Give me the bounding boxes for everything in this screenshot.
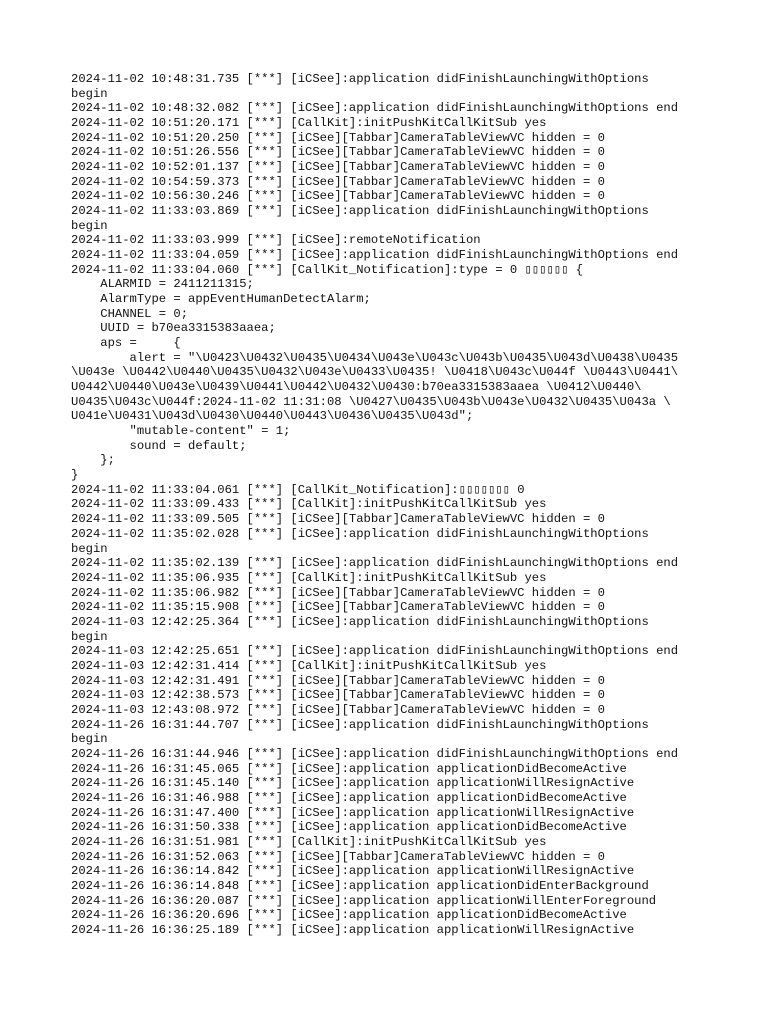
log-line: 2024-11-26 16:31:44.707 [***] [iCSee]:application didFinishLaunchingWithOptions	[71, 717, 649, 732]
log-line: };	[71, 453, 115, 468]
log-line: 2024-11-26 16:36:20.087 [***] [iCSee]:application applicationWillEnterForeground	[71, 893, 657, 908]
log-line: 2024-11-02 11:33:03.869 [***] [iCSee]:application didFinishLaunchingWithOptions	[71, 204, 649, 219]
log-line: 2024-11-02 11:35:02.139 [***] [iCSee]:application didFinishLaunchingWithOptions end	[71, 556, 679, 571]
log-line: 2024-11-26 16:36:20.696 [***] [iCSee]:application applicationDidBecomeActive	[71, 908, 627, 923]
log-line: 2024-11-03 12:43:08.972 [***] [iCSee][Tabbar]CameraTableViewVC hidden = 0	[71, 702, 605, 717]
log-line: 2024-11-26 16:31:52.063 [***] [iCSee][Tabbar]CameraTableViewVC hidden = 0	[71, 849, 605, 864]
log-line: 2024-11-03 12:42:25.651 [***] [iCSee]:application didFinishLaunchingWithOptions end	[71, 644, 679, 659]
log-line: 2024-11-26 16:31:47.400 [***] [iCSee]:application applicationWillResignActive	[71, 805, 635, 820]
log-line: begin	[71, 629, 108, 644]
log-line: 2024-11-02 11:33:09.505 [***] [iCSee][Tabbar]CameraTableViewVC hidden = 0	[71, 512, 605, 527]
log-line: 2024-11-26 16:31:45.140 [***] [iCSee]:application applicationWillResignActive	[71, 776, 635, 791]
log-line: sound = default;	[71, 438, 247, 453]
log-line: 2024-11-26 16:36:14.848 [***] [iCSee]:application applicationDidEnterBackground	[71, 878, 649, 893]
log-line: 2024-11-26 16:31:50.338 [***] [iCSee]:application applicationDidBecomeActive	[71, 820, 627, 835]
log-line: 2024-11-02 11:35:15.908 [***] [iCSee][Tabbar]CameraTableViewVC hidden = 0	[71, 600, 605, 615]
log-line: 2024-11-02 11:33:03.999 [***] [iCSee]:remoteNotification	[71, 233, 481, 248]
log-line: U0435\U043c\U044f:2024-11-02 11:31:08 \U0427\U0435\U043b\U043e\U0432\U0435\U043a \	[71, 394, 671, 409]
log-line: 2024-11-26 16:31:51.981 [***] [CallKit]:initPushKitCallKitSub yes	[71, 834, 547, 849]
log-line: 2024-11-26 16:36:25.189 [***] [iCSee]:application applicationWillResignActive	[71, 922, 635, 937]
log-line: 2024-11-03 12:42:38.573 [***] [iCSee][Tabbar]CameraTableViewVC hidden = 0	[71, 688, 605, 703]
log-line: alert = "\U0423\U0432\U0435\U0434\U043e\U043c\U043b\U0435\U043d\U0438\U0435	[71, 350, 679, 365]
log-line: 2024-11-02 10:51:26.556 [***] [iCSee][Tabbar]CameraTableViewVC hidden = 0	[71, 145, 605, 160]
log-line: 2024-11-02 11:33:04.059 [***] [iCSee]:application didFinishLaunchingWithOptions end	[71, 248, 679, 263]
log-line: 2024-11-02 10:51:20.171 [***] [CallKit]:initPushKitCallKitSub yes	[71, 116, 547, 131]
log-line: 2024-11-26 16:31:46.988 [***] [iCSee]:application applicationDidBecomeActive	[71, 790, 627, 805]
log-line: 2024-11-26 16:31:44.946 [***] [iCSee]:application didFinishLaunchingWithOptions end	[71, 746, 679, 761]
log-line: 2024-11-02 10:48:31.735 [***] [iCSee]:application didFinishLaunchingWithOptions	[71, 72, 649, 86]
log-line: begin	[71, 541, 108, 556]
log-line: 2024-11-02 10:48:32.082 [***] [iCSee]:application didFinishLaunchingWithOptions end	[71, 101, 679, 116]
log-line: begin	[71, 732, 108, 747]
log-line: 2024-11-03 12:42:31.491 [***] [iCSee][Tabbar]CameraTableViewVC hidden = 0	[71, 673, 605, 688]
log-line: CHANNEL = 0;	[71, 306, 189, 321]
log-line: UUID = b70ea3315383aaea;	[71, 321, 276, 336]
log-line: 2024-11-02 10:54:59.373 [***] [iCSee][Tabbar]CameraTableViewVC hidden = 0	[71, 174, 605, 189]
log-line: 2024-11-02 10:51:20.250 [***] [iCSee][Tabbar]CameraTableViewVC hidden = 0	[71, 130, 605, 145]
log-line: 2024-11-02 11:35:02.028 [***] [iCSee]:application didFinishLaunchingWithOptions	[71, 526, 649, 541]
log-line: 2024-11-02 11:33:04.060 [***] [CallKit_Notification]:type = 0 ▯▯▯▯▯▯ {	[71, 262, 584, 277]
log-line: 2024-11-02 11:35:06.935 [***] [CallKit]:initPushKitCallKitSub yes	[71, 570, 547, 585]
log-line: 2024-11-03 12:42:31.414 [***] [CallKit]:initPushKitCallKitSub yes	[71, 658, 547, 673]
log-line: 2024-11-02 11:33:04.061 [***] [CallKit_Notification]:▯▯▯▯▯▯▯ 0	[71, 482, 525, 497]
log-line: aps = {	[71, 336, 181, 351]
log-line: }	[71, 468, 79, 483]
log-line: U0442\U0440\U043e\U0439\U0441\U0442\U0432\U0430:b70ea3315383aaea \U0412\U0440\	[71, 380, 642, 395]
log-line: \U043e \U0442\U0440\U0435\U0432\U043e\U0433\U0435! \U0418\U043c\U044f \U0443\U0441\	[71, 365, 679, 380]
log-line: 2024-11-02 10:56:30.246 [***] [iCSee][Tabbar]CameraTableViewVC hidden = 0	[71, 189, 605, 204]
log-line: 2024-11-03 12:42:25.364 [***] [iCSee]:application didFinishLaunchingWithOptions	[71, 614, 649, 629]
log-line: U041e\U0431\U043d\U0430\U0440\U0443\U0436\U0435\U043d";	[71, 409, 474, 424]
log-line: 2024-11-02 11:35:06.982 [***] [iCSee][Tabbar]CameraTableViewVC hidden = 0	[71, 585, 605, 600]
log-document	[71, 72, 761, 938]
log-line: 2024-11-02 11:33:09.433 [***] [CallKit]:initPushKitCallKitSub yes	[71, 497, 547, 512]
log-line: AlarmType = appEventHumanDetectAlarm;	[71, 292, 371, 307]
log-line: 2024-11-26 16:31:45.065 [***] [iCSee]:application applicationDidBecomeActive	[71, 761, 627, 776]
log-line: begin	[71, 218, 108, 233]
log-line: begin	[71, 86, 108, 101]
log-line: "mutable-content" = 1;	[71, 424, 291, 439]
log-line: 2024-11-02 10:52:01.137 [***] [iCSee][Tabbar]CameraTableViewVC hidden = 0	[71, 160, 605, 175]
log-line: 2024-11-26 16:36:14.842 [***] [iCSee]:application applicationWillResignActive	[71, 864, 635, 879]
log-line: ALARMID = 2411211315;	[71, 277, 254, 292]
